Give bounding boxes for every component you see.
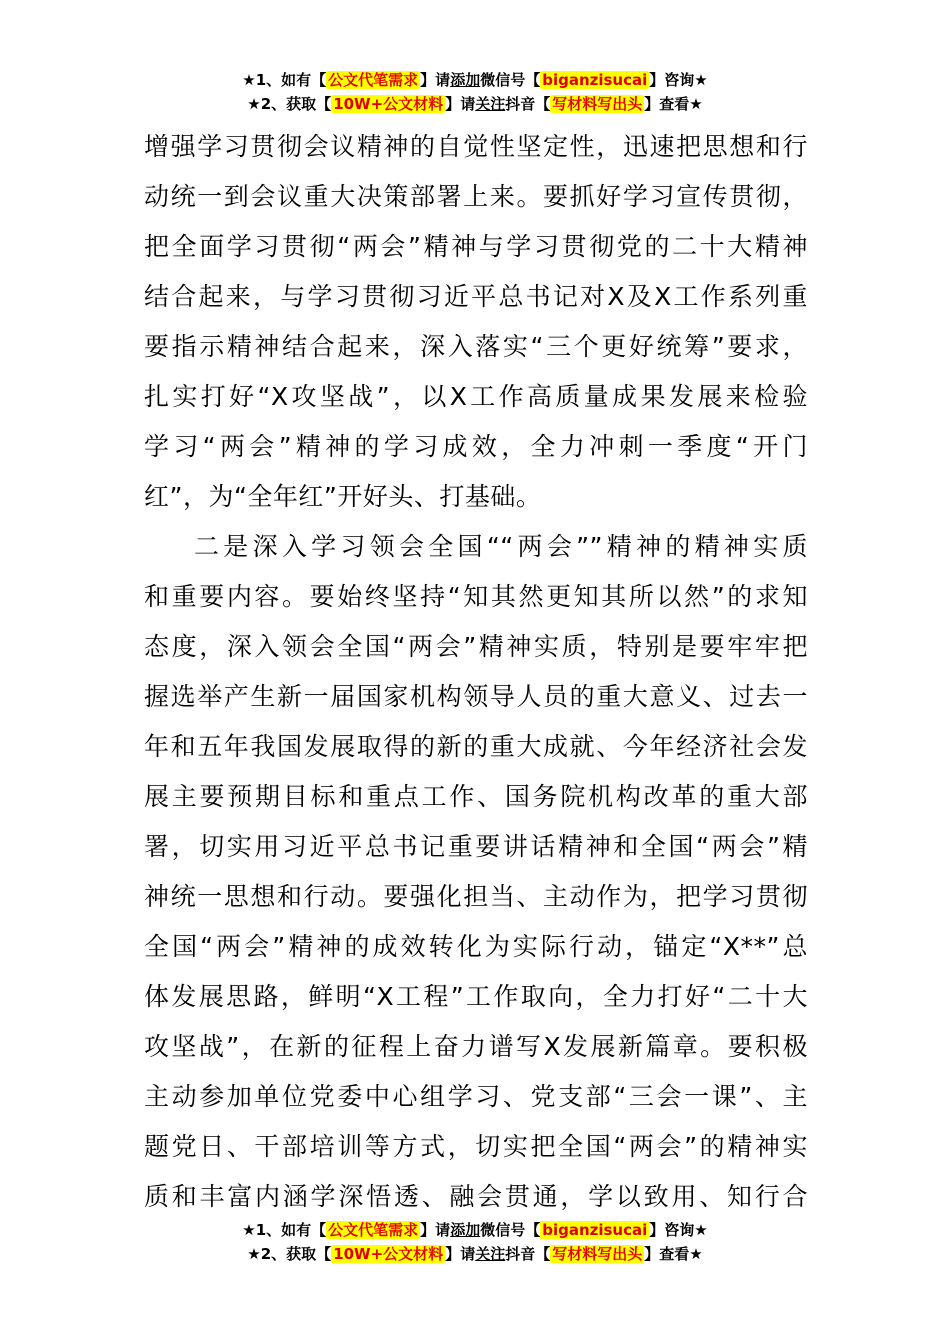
paragraph-start-line: 二是深入学习领会全国““两会””精神的精神实质	[194, 532, 808, 561]
body-line: 攻坚战”，在新的征程上奋力谱写X发展新篇章。要积极	[144, 1032, 808, 1061]
body-line: 态度，深入领会全国“两会”精神实质，特别是要牢牢把	[144, 632, 808, 661]
body-line: 年和五年我国发展取得的新的重大成就、今年经济社会发	[144, 732, 808, 761]
banner-highlight: 写材料写出头	[552, 1245, 643, 1263]
banner-text: 】查看★	[644, 1245, 703, 1263]
document-body	[144, 122, 808, 1222]
banner-highlight: 写材料写出头	[552, 95, 643, 113]
body-line: 扎实打好“X攻坚战”，以X工作高质量成果发展来检验	[144, 382, 808, 411]
banner-highlight: biganzisucai	[542, 1221, 648, 1239]
body-line: 体发展思路，鲜明“X工程”工作取向，全力打好“二十大	[144, 982, 808, 1011]
banner-underlined: 添加	[450, 1221, 481, 1239]
banner-highlight: 10W+公文材料	[333, 95, 444, 113]
banner-highlight: biganzisucai	[542, 71, 648, 89]
body-line: 把全面学习贯彻“两会”精神与学习贯彻党的二十大精神	[144, 232, 808, 261]
banner-highlight: 公文代笔需求	[328, 1221, 419, 1239]
banner-text: ★2、获取【	[247, 1245, 332, 1263]
banner-text: 抖音【	[505, 95, 551, 113]
banner-text: ★1、如有【	[242, 1221, 327, 1239]
body-line: 红”，为“全年红”开好头、打基础。	[144, 482, 542, 511]
banner-highlight: 公文代笔需求	[328, 71, 419, 89]
banner-text: 】请	[420, 1221, 451, 1239]
body-line: 全国“两会”精神的成效转化为实际行动，锚定“X**”总	[144, 932, 808, 961]
banner-text: 微信号【	[480, 71, 541, 89]
banner-line-2	[0, 1242, 950, 1266]
body-line: 握选举产生新一届国家机构领导人员的重大意义、过去一	[144, 682, 808, 711]
body-line: 结合起来，与学习贯彻习近平总书记对X及X工作系列重	[144, 282, 808, 311]
banner-text: 】请	[445, 95, 476, 113]
body-line: 题党日、干部培训等方式，切实把全国“两会”的精神实	[144, 1132, 808, 1161]
banner-underlined: 添加	[450, 71, 481, 89]
banner-highlight: 10W+公文材料	[333, 1245, 444, 1263]
banner-line-2	[0, 92, 950, 116]
banner-text: 】咨询★	[649, 71, 708, 89]
body-line: 署，切实用习近平总书记重要讲话精神和全国“两会”精	[144, 832, 808, 861]
body-line: 主动参加单位党委中心组学习、党支部“三会一课”、主	[144, 1082, 808, 1111]
banner-line-1	[0, 68, 950, 92]
banner-text: ★2、获取【	[247, 95, 332, 113]
banner-text: 抖音【	[505, 1245, 551, 1263]
banner-line-1	[0, 1218, 950, 1242]
body-line: 质和丰富内涵学深悟透、融会贯通，学以致用、知行合	[144, 1182, 808, 1211]
body-line: 动统一到会议重大决策部署上来。要抓好学习宣传贯彻，	[144, 182, 808, 211]
header-banner	[0, 68, 950, 116]
banner-text: 微信号【	[480, 1221, 541, 1239]
banner-text: 】查看★	[644, 95, 703, 113]
body-line: 神统一思想和行动。要强化担当、主动作为，把学习贯彻	[144, 882, 808, 911]
body-line: 展主要预期目标和重点工作、国务院机构改革的重大部	[144, 782, 808, 811]
body-line: 要指示精神结合起来，深入落实“三个更好统筹”要求，	[144, 332, 808, 361]
banner-text: 】请	[445, 1245, 476, 1263]
footer-banner	[0, 1218, 950, 1266]
banner-underlined: 关注	[475, 1245, 506, 1263]
body-line: 增强学习贯彻会议精神的自觉性坚定性，迅速把思想和行	[144, 132, 808, 161]
body-line: 和重要内容。要始终坚持“知其然更知其所以然”的求知	[144, 582, 808, 611]
body-line: 学习“两会”精神的学习成效，全力冲刺一季度“开门	[144, 432, 808, 461]
banner-text: 】请	[420, 71, 451, 89]
banner-text: ★1、如有【	[242, 71, 327, 89]
banner-underlined: 关注	[475, 95, 506, 113]
banner-text: 】咨询★	[649, 1221, 708, 1239]
